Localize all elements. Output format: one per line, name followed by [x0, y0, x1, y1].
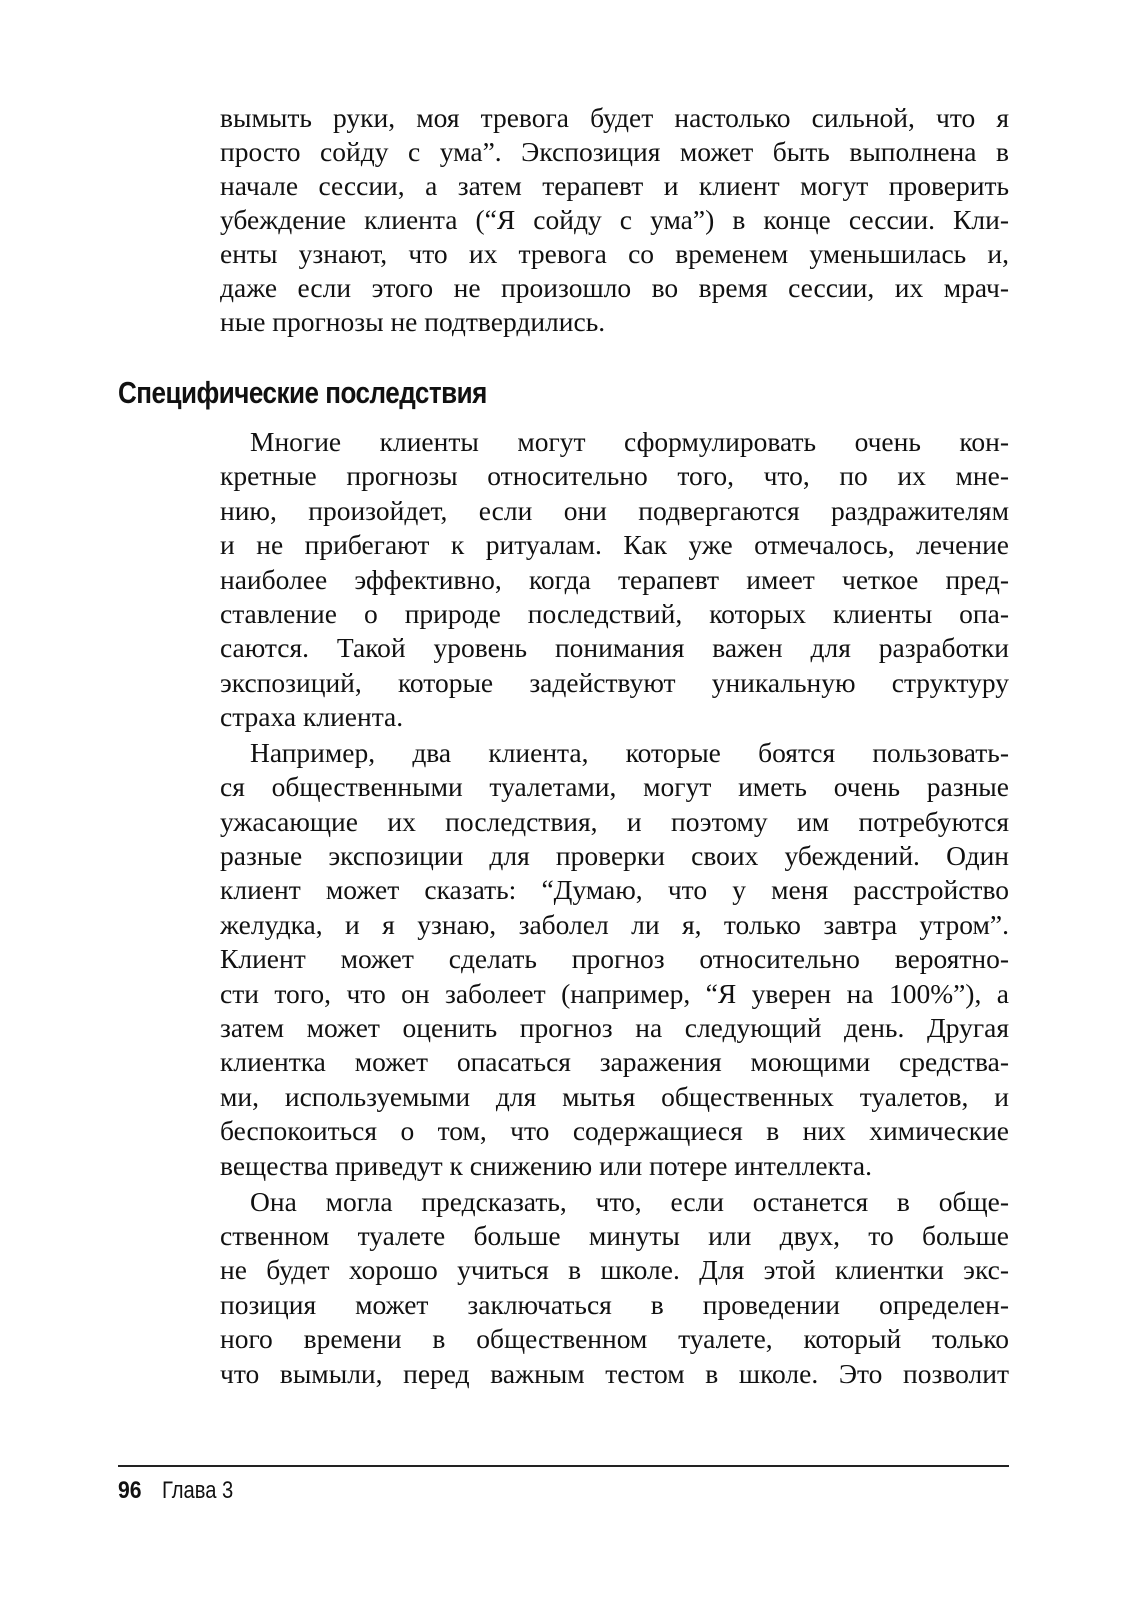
text-line: Она могла предсказать, что, если останется в обще-: [250, 1186, 1009, 1217]
text-line: клиентка может опасаться заражения моющими средства-: [220, 1046, 1009, 1077]
text-line: ственном туалете больше минуты или двух, то больше: [220, 1220, 1009, 1251]
text-line: сти того, что он заболеет (например, “Я уверен на 100%”), а: [220, 978, 1009, 1009]
text-line: ся общественными туалетами, могут иметь очень разные: [220, 771, 1009, 802]
text-line: даже если этого не произошло во время сессии, их мрач-: [220, 272, 1009, 303]
text-line: желудка, и я узнаю, заболел ли я, только завтра утром”.: [220, 909, 1009, 940]
text-line: Многие клиенты могут сформулировать очень кон-: [250, 426, 1009, 457]
text-line: ные прогнозы не подтвердились.: [220, 306, 606, 337]
text-line: ужасающие их последствия, и поэтому им потребуются: [220, 806, 1009, 837]
text-line: что вымыли, перед важным тестом в школе. Это позволит: [220, 1358, 1009, 1389]
text-line: и не прибегают к ритуалам. Как уже отмечалось, лечение: [220, 529, 1009, 560]
text-line: вещества приведут к снижению или потере интеллекта.: [220, 1150, 873, 1181]
text-line: экспозиций, которые задействуют уникальную структуру: [220, 667, 1009, 698]
text-line: затем может оценить прогноз на следующий день. Другая: [220, 1012, 1009, 1043]
text-line: страха клиента.: [220, 701, 404, 732]
text-line: разные экспозиции для проверки своих убеждений. Один: [220, 840, 1009, 871]
text-line: начале сессии, а затем терапевт и клиент могут проверить: [220, 170, 1009, 201]
section-heading: Специфические последствия: [118, 375, 487, 410]
text-line: ставление о природе последствий, которых клиенты опа-: [220, 598, 1009, 629]
text-line: саются. Такой уровень понимания важен для разработки: [220, 632, 1009, 663]
page-number: 96: [118, 1477, 142, 1504]
text-line: енты узнают, что их тревога со временем уменьшилась и,: [220, 238, 1009, 269]
footer-divider: [118, 1465, 1009, 1467]
chapter-label: Глава 3: [162, 1477, 234, 1504]
text-line: позиция может заключаться в проведении определен-: [220, 1289, 1009, 1320]
text-line: Клиент может сделать прогноз относительно вероятно-: [220, 943, 1009, 974]
text-line: наиболее эффективно, когда терапевт имеет четкое пред-: [220, 564, 1009, 595]
text-line: убеждение клиента (“Я сойду с ума”) в конце сессии. Кли-: [220, 204, 1009, 235]
text-line: не будет хорошо учиться в школе. Для этой клиентки экс-: [220, 1254, 1009, 1285]
text-line: ми, используемыми для мытья общественных туалетов, и: [220, 1081, 1009, 1112]
text-line: кретные прогнозы относительно того, что, по их мне-: [220, 460, 1009, 491]
text-line: вымыть руки, моя тревога будет настолько сильной, что я: [220, 102, 1009, 133]
text-line: беспокоиться о том, что содержащиеся в них химические: [220, 1115, 1009, 1146]
text-line: нию, произойдет, если они подвергаются раздражителям: [220, 495, 1009, 526]
text-line: клиент может сказать: “Думаю, что у меня расстройство: [220, 874, 1009, 905]
text-line: ного времени в общественном туалете, который только: [220, 1323, 1009, 1354]
text-line: Например, два клиента, которые боятся пользовать-: [250, 737, 1009, 768]
text-line: просто сойду с ума”. Экспозиция может быть выполнена в: [220, 136, 1009, 167]
